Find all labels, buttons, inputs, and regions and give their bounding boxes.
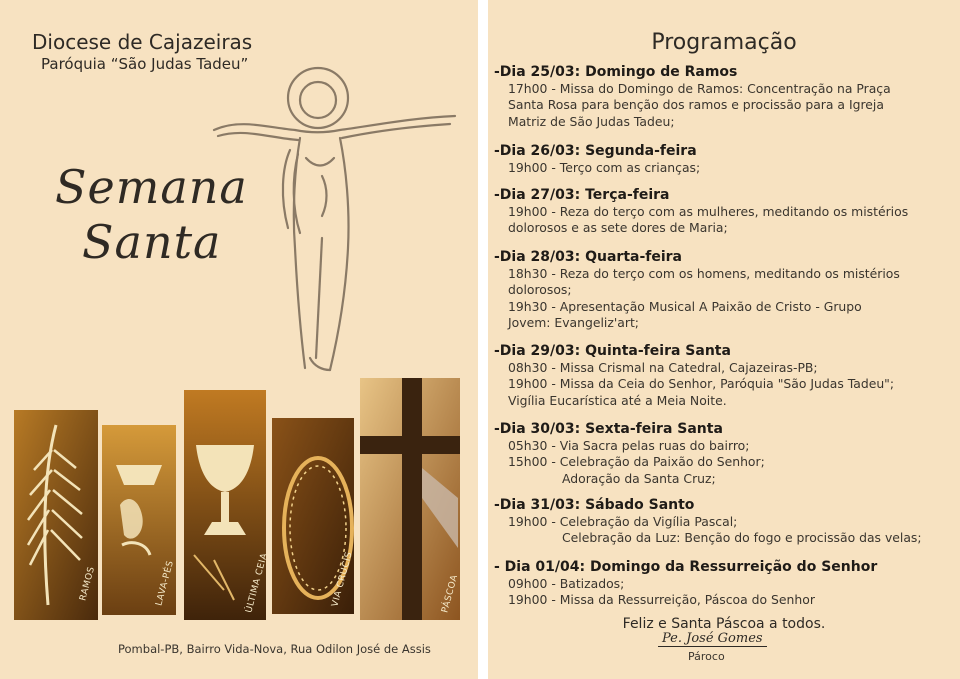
schedule-day [494, 420, 956, 487]
priest-signature: Pe. José Gomes [658, 631, 767, 647]
tile-label-ramos: RAMOS [78, 565, 98, 602]
day-heading: -Dia 30/03: Sexta-feira Santa [494, 421, 723, 437]
schedule-day [494, 496, 956, 547]
tile-ultima-ceia [184, 390, 270, 620]
tile-label-pascoa: PÁSCOA [440, 573, 461, 614]
day-heading: -Dia 31/03: Sábado Santo [494, 497, 695, 513]
schedule-line: Matriz de São Judas Tadeu; [508, 113, 675, 129]
schedule-day [494, 186, 956, 237]
schedule-line: Adoração da Santa Cruz; [562, 470, 716, 486]
schedule-line: dolorosos; [508, 282, 572, 298]
schedule-line: 18h30 - Reza do terço com os homens, meditando os mistérios [508, 266, 900, 281]
program-title: Programação [651, 30, 797, 55]
left-panel [0, 0, 478, 679]
schedule-day [494, 142, 956, 176]
schedule-line: dolorosos e as sete dores de Maria; [508, 220, 728, 236]
day-heading: -Dia 26/03: Segunda-feira [494, 143, 697, 159]
day-heading: -Dia 25/03: Domingo de Ramos [494, 64, 738, 80]
priest-role: Pároco [688, 650, 725, 663]
schedule-line: 09h00 - Batizados; [508, 576, 625, 591]
schedule-line: Vigília Eucarística até a Meia Noite. [508, 392, 727, 408]
tile-label-lava-pes: LAVA-PÉS [154, 559, 177, 607]
day-heading: -Dia 27/03: Terça-feira [494, 187, 670, 203]
risen-christ-illustration [210, 58, 465, 378]
tile-pascoa [360, 378, 460, 620]
schedule-line: 19h00 - Missa da Ceia do Senhor, Paróquia "São Judas Tadeu"; [508, 376, 895, 392]
day-heading: - Dia 01/04: Domingo da Ressurreição do Senhor [494, 559, 878, 575]
diocese-name: Diocese de Cajazeiras [32, 30, 253, 54]
day-heading: -Dia 28/03: Quarta-feira [494, 249, 683, 265]
tile-ramos [14, 410, 98, 620]
schedule-line: 19h00 - Terço com as crianças; [508, 160, 701, 175]
schedule-line: 05h30 - Via Sacra pelas ruas do bairro; [508, 438, 750, 453]
day-heading: -Dia 29/03: Quinta-feira Santa [494, 343, 731, 359]
tile-label-ultima-ceia: ÚLTIMA CEIA [244, 551, 270, 614]
tile-lava-pes [102, 425, 176, 615]
schedule-line: 19h00 - Reza do terço com as mulheres, meditando os mistérios [508, 204, 909, 219]
right-panel [488, 0, 960, 679]
schedule-day [494, 63, 956, 130]
schedule-line: 17h00 - Missa do Domingo de Ramos: Concentração na Praça [508, 81, 891, 96]
schedule-line: Celebração da Luz: Benção do fogo e procissão das velas; [562, 530, 922, 546]
schedule-day [494, 558, 956, 609]
schedule-line: 08h30 - Missa Crismal na Catedral, Cajazeiras-PB; [508, 360, 818, 375]
schedule-day [494, 342, 956, 409]
schedule-day [494, 248, 956, 331]
title-santa: Santa [82, 215, 222, 269]
address: Pombal-PB, Bairro Vida-Nova, Rua Odilon José de Assis [118, 642, 431, 656]
schedule-line: 19h00 - Celebração da Vigília Pascal; [508, 514, 738, 529]
tile-via-crucis [272, 418, 354, 614]
closing-message: Feliz e Santa Páscoa a todos. [622, 616, 826, 632]
schedule-line: 15h00 - Celebração da Paixão do Senhor; [508, 454, 765, 470]
parish-name: Paróquia “São Judas Tadeu” [41, 55, 249, 73]
schedule-line: Santa Rosa para benção dos ramos e procissão para a Igreja [508, 97, 884, 113]
schedule-line: 19h30 - Apresentação Musical A Paixão de Cristo - Grupo [508, 298, 862, 314]
title-semana: Semana [55, 160, 248, 214]
cross-icon [360, 378, 460, 620]
schedule-line: Jovem: Evangeliz'art; [508, 314, 639, 330]
tile-label-via-crucis: VIA CRUCIS [330, 550, 355, 608]
schedule-line: 19h00 - Missa da Ressurreição, Páscoa do Senhor [508, 592, 815, 608]
